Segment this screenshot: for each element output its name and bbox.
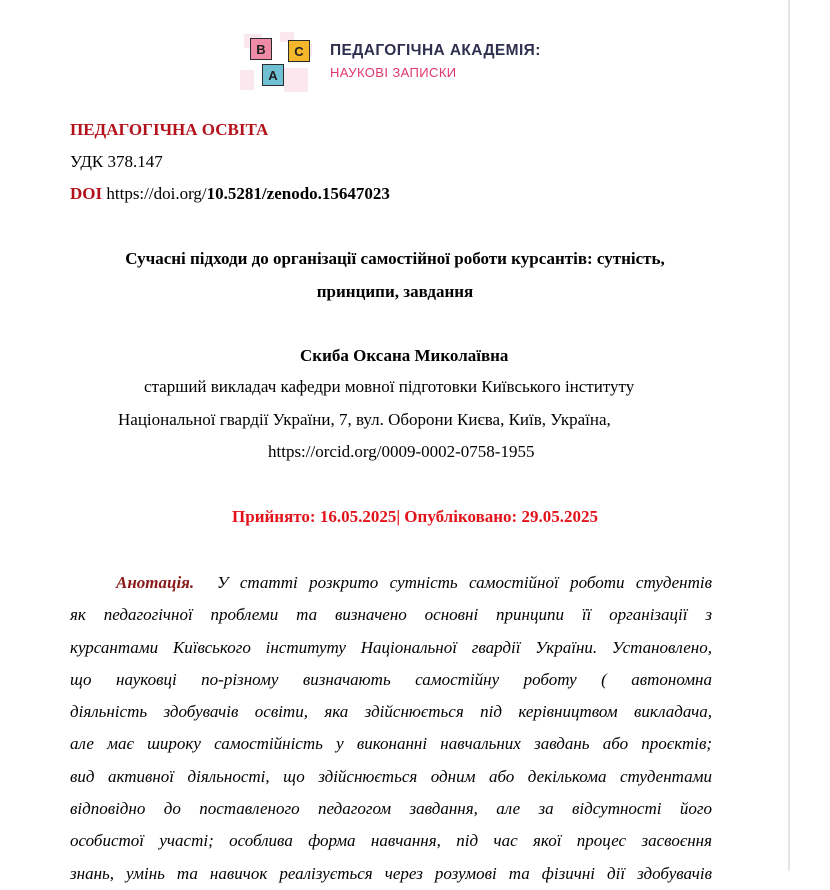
publication-dates: Прийнято: 16.05.2025| Опубліковано: 29.05.2025	[232, 507, 598, 526]
doi-id: 10.5281/zenodo.15647023	[206, 184, 390, 203]
affiliation-line-1: старший викладач кафедри мовної підготовки Київського інституту	[144, 377, 635, 396]
article-title-line-1: Сучасні підходи до організації самостійної роботи курсантів: сутність,	[125, 249, 665, 268]
page-edge	[788, 0, 790, 871]
section-heading: ПЕДАГОГІЧНА ОСВІТА	[70, 120, 269, 139]
article-title-line-2: принципи, завдання	[316, 282, 474, 301]
logo-letter-a: A	[262, 64, 284, 86]
udc-code: УДК 378.147	[70, 152, 163, 171]
abstract-line: як педагогічної проблеми та визначено основні принципи її організації з	[70, 605, 712, 625]
abstract-line	[70, 567, 712, 599]
logo-letter-b: B	[250, 38, 272, 60]
journal-title: ПЕДАГОГІЧНА АКАДЕМІЯ:	[330, 42, 541, 59]
abstract-line: курсантами Київського інституту Національної гвардії України. Установлено,	[70, 637, 712, 657]
abstract-line: діяльність здобувачів освіти, яка здійснюється під керівництвом викладача,	[70, 702, 712, 722]
author-name: Скиба Оксана Миколаївна	[300, 346, 509, 365]
abstract	[70, 567, 712, 883]
affiliation-line-2: Національної гвардії України, 7, вул. Оборони Києва, Київ, Україна,	[118, 410, 611, 429]
doi-line	[70, 184, 390, 204]
abstract-line: відповідно до поставленого педагогом завдання, але за відсутності його	[70, 799, 712, 819]
orcid-link[interactable]: https://orcid.org/0009-0002-0758-1955	[268, 442, 535, 461]
logo-letter-c: C	[288, 40, 310, 62]
abstract-line: особистої участі; особлива форма навчання, під час якої процес засвоєння	[70, 831, 712, 851]
doi-label: DOI	[70, 184, 103, 203]
abstract-line: вид активної діяльності, що здійснюється одним або декількома студентами	[70, 766, 712, 786]
abstract-line-text: У статті розкрито сутність самостійної роботи студентів	[217, 573, 712, 592]
journal-logo	[240, 32, 320, 94]
abstract-line: знань, умінь та навичок реалізується через розумові та фізичні дії здобувачів	[70, 863, 712, 883]
abstract-line: що науковці по-різному визначають самостійну роботу ( автономна	[70, 669, 712, 689]
abstract-label: Анотація.	[116, 573, 195, 592]
doi-prefix: https://doi.org/	[106, 184, 207, 203]
doi-link[interactable]	[106, 184, 390, 203]
journal-subtitle: НАУКОВІ ЗАПИСКИ	[330, 65, 457, 80]
abstract-line: але має широку самостійність у виконанні навчальних завдань або проєктів;	[70, 734, 712, 754]
